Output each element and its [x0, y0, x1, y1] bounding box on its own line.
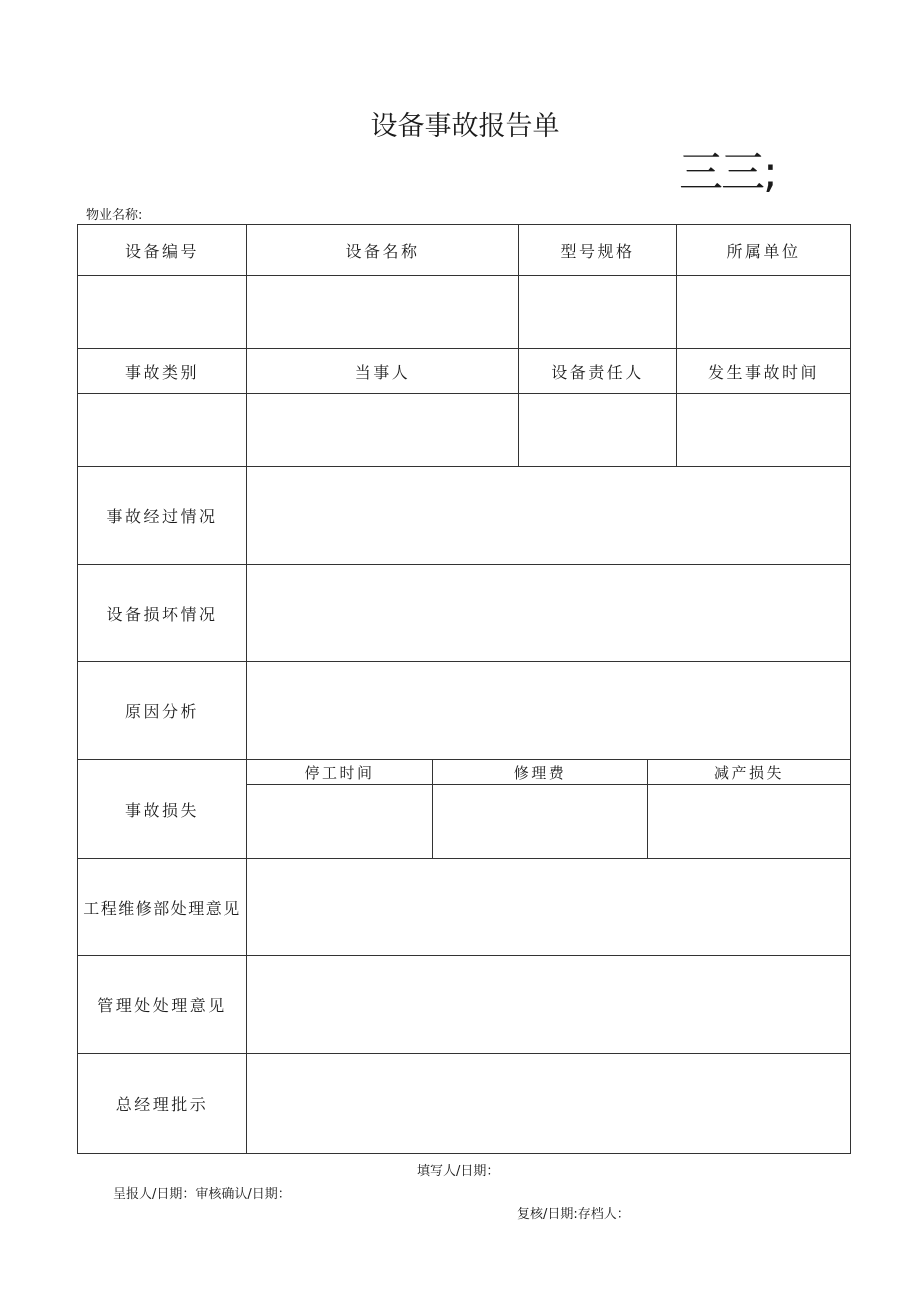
corner-mark: 三三;: [679, 147, 776, 198]
header-owning-unit: 所属单位: [726, 241, 801, 261]
header-accident-category: 事故类别: [124, 362, 199, 382]
label-management-opinion: 管理处处理意见: [97, 996, 227, 1015]
document-title: 设备事故报告单: [370, 111, 560, 142]
header-party-involved: 当事人: [354, 362, 411, 382]
header-equipment-name: 设备名称: [345, 241, 420, 261]
footer-filler: 填写人/日期：: [417, 1164, 500, 1179]
label-accident-process: 事故经过情况: [106, 507, 218, 526]
header-equipment-responsible: 设备责任人: [551, 362, 644, 382]
header-accident-time: 发生事故时间: [707, 362, 819, 382]
footer-recheck-archiver: 复核/日期:存档人：: [517, 1207, 630, 1222]
header-production-loss: 减产损失: [713, 763, 784, 782]
label-cause-analysis: 原因分析: [124, 702, 199, 721]
label-equipment-damage: 设备损坏情况: [106, 604, 218, 624]
label-engineering-opinion: 工程维修部处理意见: [83, 898, 241, 918]
header-downtime: 停工时间: [304, 763, 375, 782]
header-equipment-number: 设备编号: [124, 241, 199, 261]
property-name-label: 物业名称:: [86, 208, 143, 223]
header-model-spec: 型号规格: [560, 241, 635, 261]
header-repair-cost: 修理费: [513, 763, 567, 782]
footer-reporter-reviewer: 呈报人/日期：审核确认/日期：: [113, 1187, 291, 1202]
label-gm-instruction: 总经理批示: [115, 1095, 209, 1114]
label-accident-loss: 事故损失: [124, 800, 199, 820]
